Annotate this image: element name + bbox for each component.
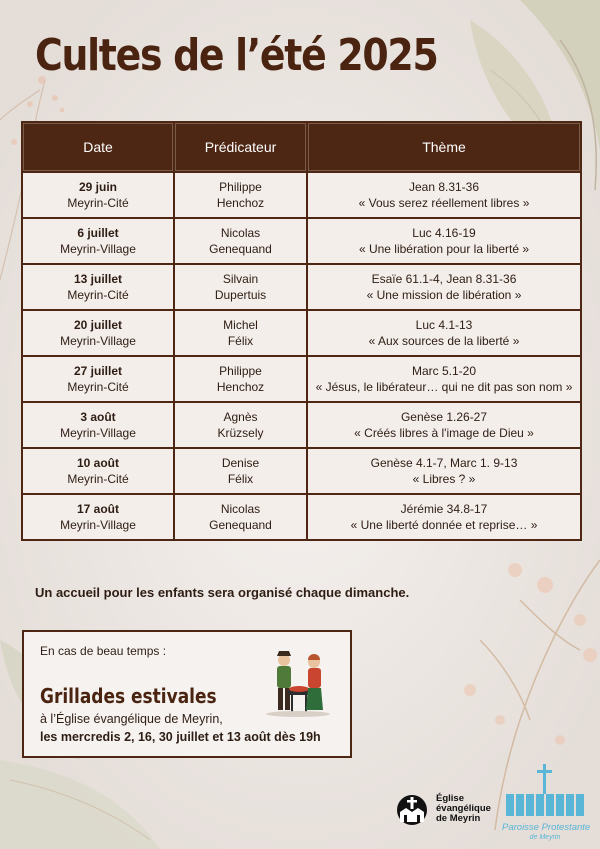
table-header-row	[23, 123, 580, 171]
preacher-cell	[175, 173, 306, 217]
sermon-theme: « Une mission de libération »	[366, 288, 522, 302]
service-date: 20 juillet	[73, 318, 123, 332]
preacher-last-name: Henchoz	[216, 196, 265, 210]
preacher-last-name: Genequand	[209, 518, 272, 532]
paroisse-protestante-logo	[502, 764, 591, 844]
service-location: Meyrin-Village	[60, 426, 136, 440]
theme-cell	[308, 449, 580, 493]
table-row	[23, 311, 580, 355]
table-row	[23, 219, 580, 263]
service-location: Meyrin-Village	[60, 242, 136, 256]
service-date: 3 août	[80, 410, 116, 424]
children-welcome-note: Un accueil pour les enfants sera organisé chaque dimanche.	[35, 585, 410, 600]
eglise-evangelique-logo	[392, 790, 491, 830]
preacher-cell	[175, 357, 306, 401]
sermon-theme: « Créés libres à l'image de Dieu »	[354, 426, 534, 440]
bible-reference: Jean 8.31-36	[408, 180, 480, 194]
table-row	[23, 357, 580, 401]
table-row	[23, 265, 580, 309]
column-header-date: Date	[23, 123, 173, 171]
date-cell	[23, 173, 173, 217]
date-cell	[23, 219, 173, 263]
preacher-last-name: Dupertuis	[214, 288, 267, 302]
table-row	[23, 173, 580, 217]
preacher-first-name: Philippe	[219, 180, 262, 194]
bible-reference: Genèse 1.26-27	[400, 410, 488, 424]
bbq-heading: Grillades estivales	[40, 684, 217, 708]
column-header-preacher: Prédicateur	[175, 123, 306, 171]
sermon-theme: « Jésus, le libérateur… qui ne dit pas son nom »	[315, 380, 573, 394]
service-location: Meyrin-Cité	[67, 196, 129, 210]
theme-cell	[308, 173, 580, 217]
service-date: 29 juin	[78, 180, 117, 194]
theme-cell	[308, 219, 580, 263]
paroisse-subname: de Meyrin	[529, 834, 561, 841]
preacher-first-name: Philippe	[219, 364, 262, 378]
preacher-last-name: Henchoz	[216, 380, 265, 394]
preacher-last-name: Genequand	[209, 242, 272, 256]
column-header-theme: Thème	[308, 123, 580, 171]
bible-reference: Genèse 4.1-7, Marc 1. 9-13	[370, 456, 518, 470]
preacher-cell	[175, 449, 306, 493]
date-cell	[23, 265, 173, 309]
service-location: Meyrin-Cité	[67, 288, 129, 302]
service-date: 17 août	[76, 502, 119, 516]
service-date: 27 juillet	[73, 364, 123, 378]
bible-reference: Luc 4.1-13	[415, 318, 473, 332]
preacher-cell	[175, 219, 306, 263]
sermon-theme: « Aux sources de la liberté »	[368, 334, 520, 348]
preacher-first-name: Silvain	[222, 272, 259, 286]
preacher-last-name: Krüzsely	[217, 426, 264, 440]
service-date: 13 juillet	[73, 272, 123, 286]
bbq-location: à l’Église évangélique de Meyrin,	[40, 712, 223, 726]
preacher-cell	[175, 265, 306, 309]
theme-cell	[308, 403, 580, 447]
table-row	[23, 449, 580, 493]
service-date: 10 août	[76, 456, 119, 470]
bbq-dates: les mercredis 2, 16, 30 juillet et 13 août dès 19h	[40, 730, 321, 744]
bbq-info-box	[22, 630, 352, 758]
preacher-last-name: Félix	[227, 472, 254, 486]
preacher-first-name: Nicolas	[220, 502, 261, 516]
service-date: 6 juillet	[77, 226, 119, 240]
service-location: Meyrin-Village	[60, 518, 136, 532]
theme-cell	[308, 311, 580, 355]
barbecue-illustration	[262, 646, 334, 720]
preacher-first-name: Nicolas	[220, 226, 261, 240]
church-cross-icon	[392, 794, 432, 826]
eglise-name: Église évangélique de Meyrin	[436, 793, 491, 824]
sermon-theme: « Une liberté donnée et reprise… »	[350, 518, 538, 532]
preacher-first-name: Agnès	[223, 410, 258, 424]
preacher-cell	[175, 495, 306, 539]
schedule-table	[21, 121, 582, 541]
paroisse-name: Paroisse Protestante	[502, 822, 591, 833]
organ-cross-icon	[506, 764, 584, 820]
preacher-cell	[175, 311, 306, 355]
bible-reference: Marc 5.1-20	[411, 364, 477, 378]
bible-reference: Esaïe 61.1-4, Jean 8.31-36	[371, 272, 517, 286]
date-cell	[23, 403, 173, 447]
page-title: Cultes de l’été 2025	[35, 30, 438, 81]
preacher-cell	[175, 403, 306, 447]
theme-cell	[308, 265, 580, 309]
bible-reference: Jérémie 34.8-17	[400, 502, 488, 516]
preacher-first-name: Denise	[221, 456, 260, 470]
table-row	[23, 403, 580, 447]
table-row	[23, 495, 580, 539]
sermon-theme: « Libres ? »	[412, 472, 476, 486]
date-cell	[23, 449, 173, 493]
theme-cell	[308, 495, 580, 539]
preacher-last-name: Félix	[227, 334, 254, 348]
bbq-intro: En cas de beau temps :	[40, 644, 167, 658]
sermon-theme: « Vous serez réellement libres »	[358, 196, 530, 210]
service-location: Meyrin-Cité	[67, 380, 129, 394]
bible-reference: Luc 4.16-19	[412, 226, 476, 240]
preacher-first-name: Michel	[223, 318, 258, 332]
service-location: Meyrin-Village	[60, 334, 136, 348]
sermon-theme: « Une libération pour la liberté »	[358, 242, 530, 256]
date-cell	[23, 311, 173, 355]
date-cell	[23, 495, 173, 539]
theme-cell	[308, 357, 580, 401]
service-location: Meyrin-Cité	[67, 472, 129, 486]
date-cell	[23, 357, 173, 401]
